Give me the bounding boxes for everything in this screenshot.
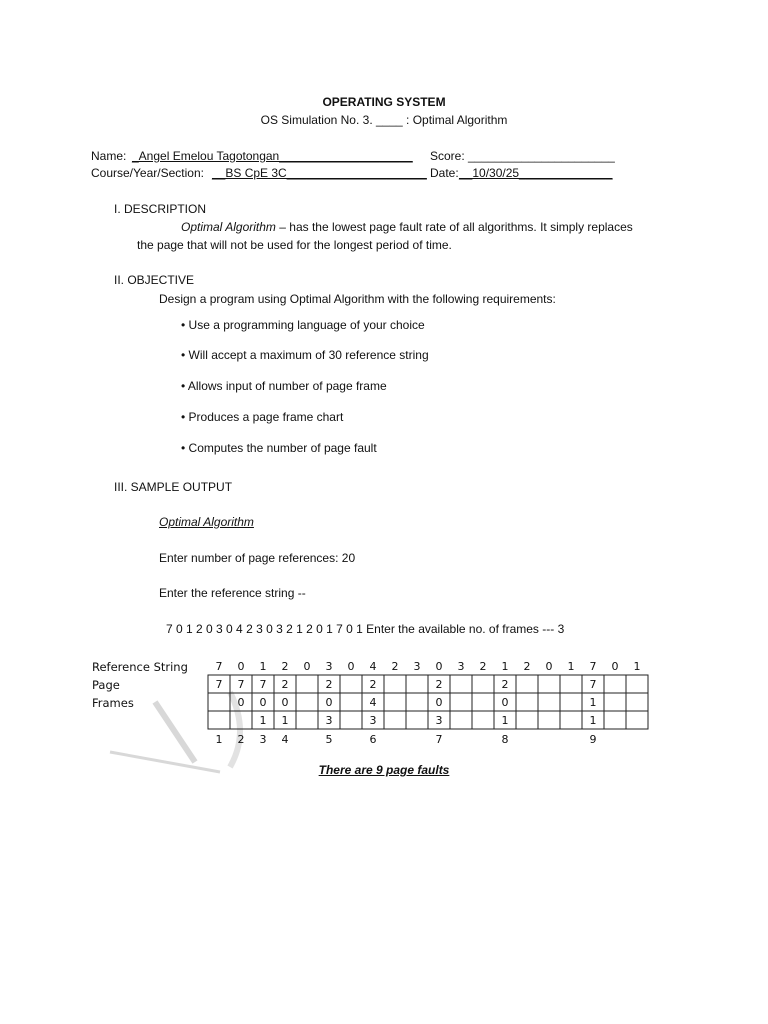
bullet-icon: • — [181, 348, 189, 362]
fault-number: 1 — [215, 733, 223, 746]
fault-number: 5 — [325, 733, 333, 746]
frame-cell-value: 2 — [281, 678, 289, 691]
score-value: ______________________ — [468, 149, 615, 163]
bullet-icon: • — [181, 379, 188, 393]
objective-item: • Will accept a maximum of 30 reference string — [181, 348, 429, 362]
frame-cell-value: 7 — [589, 678, 597, 691]
fault-number: 2 — [237, 733, 245, 746]
frame-cell-value: 7 — [259, 678, 267, 691]
page-fault-result: There are 9 page faults — [318, 763, 450, 777]
frame-cell-value: 2 — [501, 678, 509, 691]
bullet-icon: • — [181, 318, 189, 332]
objective-item: • Use a programming language of your choice — [181, 318, 425, 332]
frame-cell-value: 3 — [435, 714, 443, 727]
description-heading: I. DESCRIPTION — [114, 202, 207, 216]
frame-cell-value: 4 — [369, 696, 377, 709]
score-label: Score: — [430, 149, 465, 163]
course-value: __BS CpE 3C_____________________ — [212, 166, 427, 180]
sample-line-1: Enter number of page references: 20 — [159, 551, 356, 565]
reference-value: 0 — [435, 660, 443, 673]
frame-cell-value: 3 — [325, 714, 333, 727]
description-text: – has the lowest page fault rate of all algorithms. It simply replaces — [275, 220, 633, 234]
frame-cell-value: 0 — [501, 696, 509, 709]
description-term: Optimal Algorithm — [181, 220, 276, 234]
frame-cell-value: 0 — [237, 696, 245, 709]
description-line-1 — [181, 220, 633, 235]
chart-reference-label: Reference String — [92, 660, 188, 674]
frame-cell-value: 0 — [259, 696, 267, 709]
frame-cell-value: 7 — [215, 678, 223, 691]
frame-cell-value: 1 — [281, 714, 289, 727]
reference-value: 7 — [589, 660, 597, 673]
fault-number: 7 — [435, 733, 443, 746]
fault-number: 3 — [259, 733, 267, 746]
description-line-2: the page that will not be used for the longest period of time. — [137, 238, 452, 252]
objective-heading: II. OBJECTIVE — [114, 273, 195, 287]
chart-page-label: Page — [92, 678, 120, 692]
reference-value: 0 — [237, 660, 245, 673]
reference-value: 4 — [369, 660, 377, 673]
course-label: Course/Year/Section: — [91, 166, 204, 180]
reference-value: 1 — [633, 660, 641, 673]
frame-cell-value: 7 — [237, 678, 245, 691]
frame-cell-value: 3 — [369, 714, 377, 727]
reference-value: 3 — [413, 660, 421, 673]
date-label: Date: — [430, 166, 459, 180]
page-subtitle: OS Simulation No. 3. ____ : Optimal Algorithm — [260, 113, 508, 127]
frame-cell-value: 2 — [435, 678, 443, 691]
frame-cell-value: 1 — [259, 714, 267, 727]
fault-number: 4 — [281, 733, 289, 746]
sample-line-2: Enter the reference string -- — [159, 586, 306, 600]
name-label: Name: — [91, 149, 127, 163]
reference-value: 0 — [303, 660, 311, 673]
frame-cell-value: 2 — [369, 678, 377, 691]
fault-number: 9 — [589, 733, 597, 746]
name-value: _Angel Emelou Tagotongan____________________ — [132, 149, 413, 163]
objective-intro: Design a program using Optimal Algorithm with the following requirements: — [159, 292, 556, 306]
reference-value: 0 — [611, 660, 619, 673]
reference-value: 1 — [501, 660, 509, 673]
frame-cell-value: 0 — [325, 696, 333, 709]
reference-value: 2 — [523, 660, 531, 673]
frame-cell-value: 2 — [325, 678, 333, 691]
reference-value: 3 — [457, 660, 465, 673]
date-value: __10/30/25______________ — [459, 166, 613, 180]
reference-value: 0 — [545, 660, 553, 673]
frame-cell-value: 1 — [501, 714, 509, 727]
objective-item: • Computes the number of page fault — [181, 441, 377, 455]
reference-value: 3 — [325, 660, 333, 673]
objective-item: • Produces a page frame chart — [181, 410, 344, 424]
fault-number: 8 — [501, 733, 509, 746]
reference-value: 2 — [479, 660, 487, 673]
chart-frames-label: Frames — [92, 696, 134, 710]
page-frame-chart — [205, 656, 665, 746]
sample-subheading: Optimal Algorithm — [159, 515, 254, 529]
reference-value: 2 — [391, 660, 399, 673]
objective-item: • Allows input of number of page frame — [181, 379, 387, 393]
frame-cell-value: 0 — [435, 696, 443, 709]
reference-value: 1 — [567, 660, 575, 673]
reference-value: 2 — [281, 660, 289, 673]
frame-cell-value: 1 — [589, 696, 597, 709]
frame-cell-value: 1 — [589, 714, 597, 727]
fault-number: 6 — [369, 733, 377, 746]
bullet-icon: • — [181, 410, 189, 424]
reference-value: 0 — [347, 660, 355, 673]
reference-value: 7 — [215, 660, 223, 673]
sample-line-3: 7 0 1 2 0 3 0 4 2 3 0 3 2 1 2 0 1 7 0 1 Enter the available no. of frames --- 3 — [166, 622, 565, 636]
bullet-icon: • — [181, 441, 189, 455]
reference-value: 1 — [259, 660, 267, 673]
page-title: OPERATING SYSTEM — [322, 95, 446, 109]
sample-heading: III. SAMPLE OUTPUT — [114, 480, 233, 494]
frame-cell-value: 0 — [281, 696, 289, 709]
